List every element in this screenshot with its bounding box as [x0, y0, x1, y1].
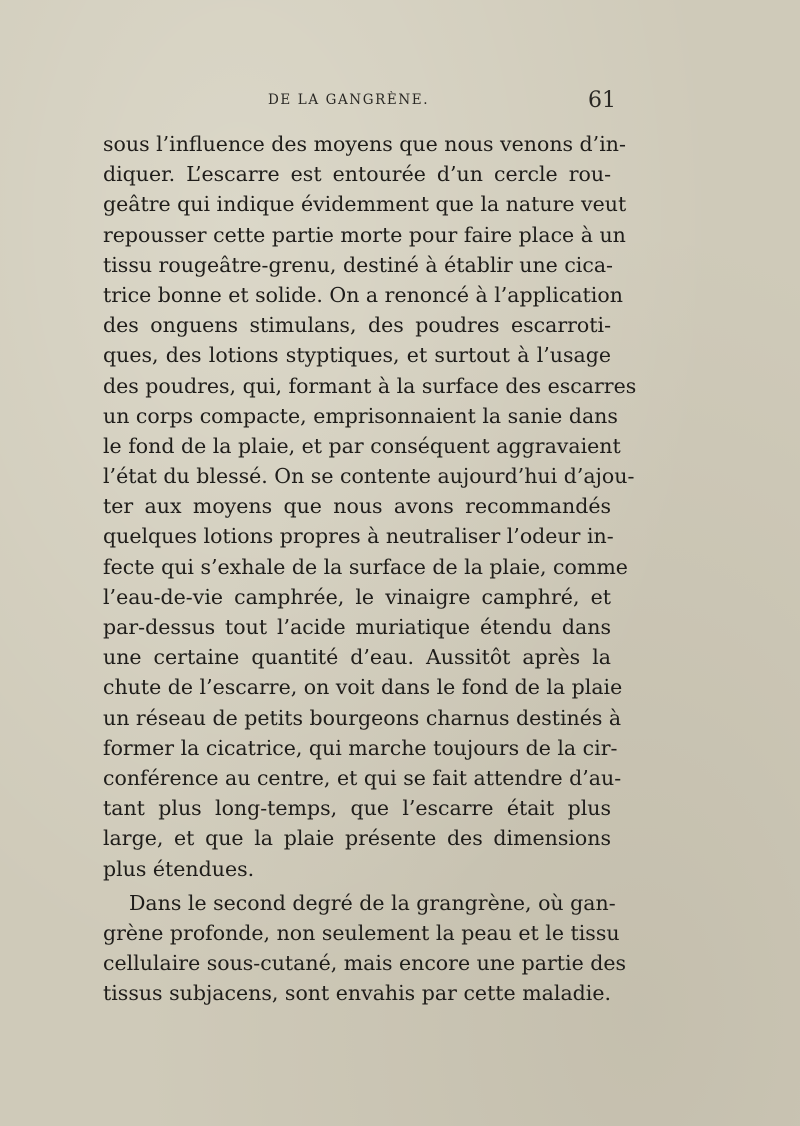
text-line: plus étendues. [103, 856, 255, 881]
text-line: fecte qui s’exhale de la surface de la plaie, comme [103, 554, 628, 579]
text-line: tissus subjacens, sont envahis par cette maladie. [103, 981, 611, 1006]
body-text [103, 129, 637, 1008]
text-line: tissu rougeâtre-grenu, destiné à établir une cica- [103, 252, 613, 277]
text-line: une certaine quantité d’eau. Aussitôt après la [103, 645, 611, 670]
text-line: tant plus long-temps, que l’escarre était plus [103, 796, 611, 821]
text-line: cellulaire sous-cutané, mais encore une partie des [103, 951, 627, 976]
text-line: des onguens stimulans, des poudres escarroti- [103, 313, 611, 338]
text-line: ques, des lotions styptiques, et surtout à l’usage [103, 343, 611, 368]
text-line: geâtre qui indique évidemment que la nature veut [103, 192, 627, 217]
page-number: 61 [588, 88, 616, 113]
text-line: large, et que la plaie présente des dimensions [103, 826, 611, 851]
text-line: par-dessus tout l’acide muriatique étendu dans [103, 615, 611, 639]
paragraph-2 [103, 888, 627, 1009]
text-line: ter aux moyens que nous avons recommandés [103, 494, 611, 519]
text-line: grène profonde, non seulement la peau et le tissu [103, 920, 620, 945]
text-line: quelques lotions propres à neutraliser l’odeur in- [103, 524, 614, 549]
text-line: chute de l’escarre, on voit dans le fond de la plaie [103, 675, 623, 700]
text-line: un réseau de petits bourgeons charnus destinés à [103, 705, 622, 730]
text-line: le fond de la plaie, et par conséquent aggravaient [103, 433, 621, 458]
text-line: l’eau-de-vie camphrée, le vinaigre camphré, et [103, 584, 611, 609]
text-line: repousser cette partie morte pour faire place à un [103, 222, 626, 247]
text-line: des poudres, qui, formant à la surface des escarres [103, 373, 637, 398]
text-line: Dans le second degré de la grangrène, où gan- [129, 890, 616, 915]
text-line: l’état du blessé. On se contente aujourd’hui d’ajou- [103, 464, 635, 489]
text-line: sous l’influence des moyens que nous venons d’in- [103, 132, 626, 156]
text-line: former la cicatrice, qui marche toujours de la cir- [103, 735, 618, 760]
text-line: diquer. L’escarre est entourée d’un cercle rou- [103, 162, 611, 187]
text-line: trice bonne et solide. On a renoncé à l’application [103, 282, 623, 307]
text-line: conférence au centre, et qui se fait attendre d’au- [103, 765, 622, 790]
running-head: DE LA GANGRÈNE. [268, 92, 430, 108]
text-line: un corps compacte, emprisonnaient la sanie dans [103, 403, 618, 428]
paragraph-1 [103, 129, 637, 884]
